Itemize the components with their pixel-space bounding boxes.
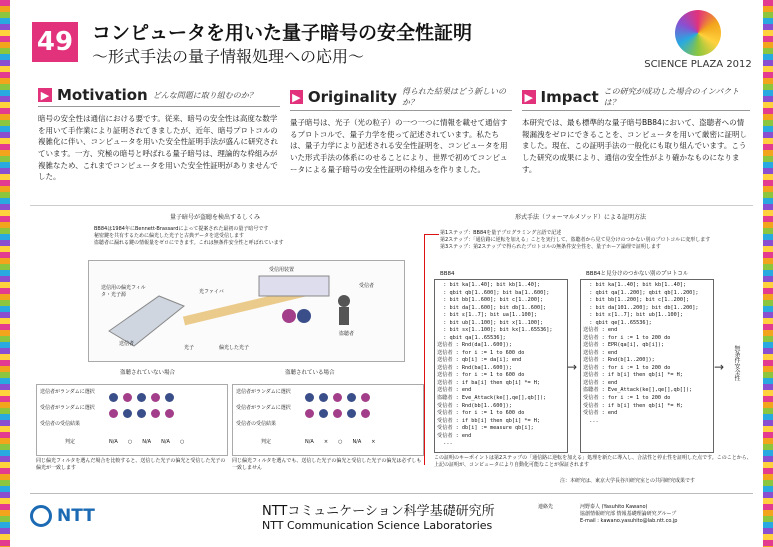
section-title: Impact: [540, 88, 599, 106]
label-polarized: 偏光した光子: [219, 345, 250, 351]
bb84-code: : bit ka[1..40]; bit kb[1..40]; : qbit qb[1..600]; bit ba[1..600]; : bit bb[1..600]; bit c[1..200]; : bit da[1..600]; bit db[1..600]; : bit ε[1..7]; bit ua[1..100]; : bit ub[1..100]; bit x[1..100]; : bit sx[1..100]; bit kx[1..65536]; : qbit qa[1..65536]; 送信者 : Rnd(da[1..600]); 送信者 : for i := 1 to 600 do 送信者 : qb[i] := da[i]; end 送信者 : Rnd(ba[1..600]); 送信者 : for i := 1 to 600 do 送信者 : if ba[i] then qb[i] *= H; 送信者 : end 盗聴者 : Eve_Attack(ke[],qe[],qb[]); 受信者 : Rnd(bb[1..600]); 受信者 : for i := 1 to 600 do 受信者 : if bb[i] then qb[i] *= H; 受信者 : db[i] := measure qb[i]; 受信者 : end ...: [437, 282, 553, 447]
bb84-bullets: [94, 226, 404, 246]
right-stripe: [763, 0, 773, 547]
label-sender-device: 送信用の偏光フィルタ・光子源: [101, 285, 146, 298]
right-heading: 形式手法（フォーマルメソッド）による証明方法: [515, 214, 647, 221]
org-en: NTT Communication Science Laboratories: [262, 519, 493, 532]
section-sub: この研究が成功した場合のインパクトは？: [603, 87, 740, 107]
section-sub: どんな問題に取り組むのか？: [152, 90, 257, 100]
org-ja: NTTコミュニケーション科学基礎研究所: [262, 504, 495, 519]
arrow-icon: →: [714, 360, 725, 374]
bb84-title: BB84: [440, 271, 455, 277]
label-fiber: 光ファイバ: [199, 289, 224, 295]
contact-block: 河野泰人 (Yasuhito Kawano) 協創情報研究部 情報基礎理論研究グループ E-mail : kawano.yasuhito@lab.ntt.co.jp: [580, 504, 678, 524]
no-eve-caption: 同じ偏光フィルタを選んだ場合を比較すると、送信した光子の偏光と受信した光子の偏光が一致します: [36, 458, 226, 471]
bullet: BB84は1984年にBennett-Brassardによって提案された最初の量子暗号です: [94, 226, 269, 232]
ntt-mark-icon: [30, 505, 52, 527]
section-body: 暗号の安全性は通信における要です。従来、暗号の安全性は高度な数学を用いて手作業により証明されてきましたが、近年、暗号プロトコルの複雑化に伴い、コンピュータを用いた安全性証明手法が盛んに研究されています。一方、究極の暗号と呼ばれる量子暗号は、理論的な枠組みが複雑なため、これまでコンピュータを用いた安全性証明がありませんでした。: [38, 114, 278, 182]
result-label: 無条件安全性: [733, 345, 740, 381]
poster-subtitle: ～形式手法の量子情報処理への応用～: [92, 47, 365, 66]
alt-code-box: [580, 279, 714, 453]
setup-illustration: [88, 260, 405, 362]
poster-title: コンピュータを用いた量子暗号の安全性証明: [92, 22, 473, 44]
alt-code: : bit ka[1..40]; bit kb[1..40]; : qbit qa[1..200]; qbit qb[1..200]; : bit bb[1..200]; bit c[1..200]; : bit da[101..200]; bit db[1..200]; : bit ε[1..7]; bit ub[1..100]; : qbit qe[1..65536]; 送信者 : end 送信者 : for i := 1 to 200 do 送信者 : EPR(qa[i], qb[i]); 送信者 : end 送信者 : Rnd(b[1..200]); 送信者 : for i := 1 to 200 do 送信者 : if b[i] then qb[i] *= H; 送信者 : end 盗聴者 : Eve_Attack(ke[],qe[],qb[]); 受信者 : for i := 1 to 200 do 受信者 : if b[i] then qb[i] *= H; 受信者 : end ...: [583, 282, 699, 424]
label-sender: 送信者: [119, 341, 135, 347]
section-title: Originality: [307, 88, 398, 106]
label-receiver: 受信者: [359, 283, 375, 289]
flower-icon: [675, 10, 721, 56]
label-eve: 盗聴者: [339, 331, 355, 337]
step: 第2ステップ：「通信路に逆転を加える」ことを実行して、盗聴者から見て見分けのつかない別のプロトコルに変形します: [440, 236, 711, 243]
eve-table: 送信者がランダムに選択 受信者がランダムに選択 受信者の受信結果 判定 N/A × ○ N/A ×: [232, 384, 424, 456]
contact-label: 連絡先: [538, 504, 554, 510]
section-sub: 得られた結果はどう新しいのか？: [402, 87, 507, 107]
impact-section: [522, 86, 750, 175]
alt-title: BB84と見分けのつかない別のプロトコル: [586, 271, 689, 277]
no-eve-table: 送信者がランダムに選択 受信者がランダムに選択 受信者の受信結果 判定 N/A ○ N/A N/A ○: [36, 384, 228, 456]
left-stripe: [0, 0, 10, 547]
bullet: 秘密鍵を共有するために偏光した光子と古典データを送受信します: [94, 232, 245, 239]
section-marker-icon: ▶: [522, 90, 536, 104]
motivation-section: [38, 86, 280, 183]
left-heading: 量子暗号が盗聴を検出するしくみ: [170, 214, 261, 221]
step: 第3ステップ：第2ステップで得られたプロトコルの無条件安全性を、量子ホーア論理で証明します: [440, 243, 661, 250]
science-plaza-logo: SCIENCE PLAZA 2012: [643, 10, 753, 70]
section-body: 本研究では、最も標準的な量子暗号BB84において、盗聴者への情報漏洩をゼロにできることを、コンピュータを用いて厳密に証明しました。現在、この証明手法の一般化にも取り組んでいます。こうした研究の成果により、通信の安全性がより確かなものになります。: [522, 118, 747, 174]
arrow-icon: →: [567, 360, 578, 374]
section-body: 量子暗号は、光子（光の粒子）の一つ一つに情報を載せて通信するプロトコルで、量子力学を使って記述されています。私たちは、量子力学により記述される安全性証明を、コンピュータを用いた形式手法の体系にのせることにより、世界で初めてコンピュータによる量子暗号の安全性証明の枠組みを作りました。: [290, 118, 508, 174]
label-photon: 光子: [184, 345, 195, 351]
ntt-logo: NTT: [30, 505, 95, 527]
joint-research-note: 注：本研究は、東京大学長谷川研究室との共同研究成果です: [560, 478, 696, 484]
footnote: この証明のキーポイントは第2ステップの「通信路に逆転を加える」処理を新たに導入し、合法性と停止性を証明した点です。このことから、上記の証明が、コンピュータにより自動化可能なことが保証されます: [434, 455, 752, 468]
section-marker-icon: ▶: [38, 88, 52, 102]
eve-caption: 同じ偏光フィルタを選んでも、送信した光子の偏光と受信した光子の偏光は必ずしも一致しません: [232, 458, 422, 471]
section-marker-icon: ▶: [290, 90, 303, 104]
proof-steps: [440, 230, 750, 250]
poster-number: 49: [32, 22, 78, 62]
no-eve-title: 盗聴されていない場合: [120, 370, 176, 376]
label-receiver-device: 受信用装置: [269, 267, 295, 273]
bb84-code-box: [434, 279, 568, 453]
eve-title: 盗聴されている場合: [285, 370, 335, 376]
bullet: 盗聴者に漏れる鍵の情報量をゼロにできます。これは無条件安全性と呼ばれています: [94, 239, 284, 246]
originality-section: [290, 86, 512, 175]
section-title: Motivation: [57, 86, 148, 104]
step: 第1ステップ：BB84を量子プログラミング言語で記述: [440, 230, 562, 236]
